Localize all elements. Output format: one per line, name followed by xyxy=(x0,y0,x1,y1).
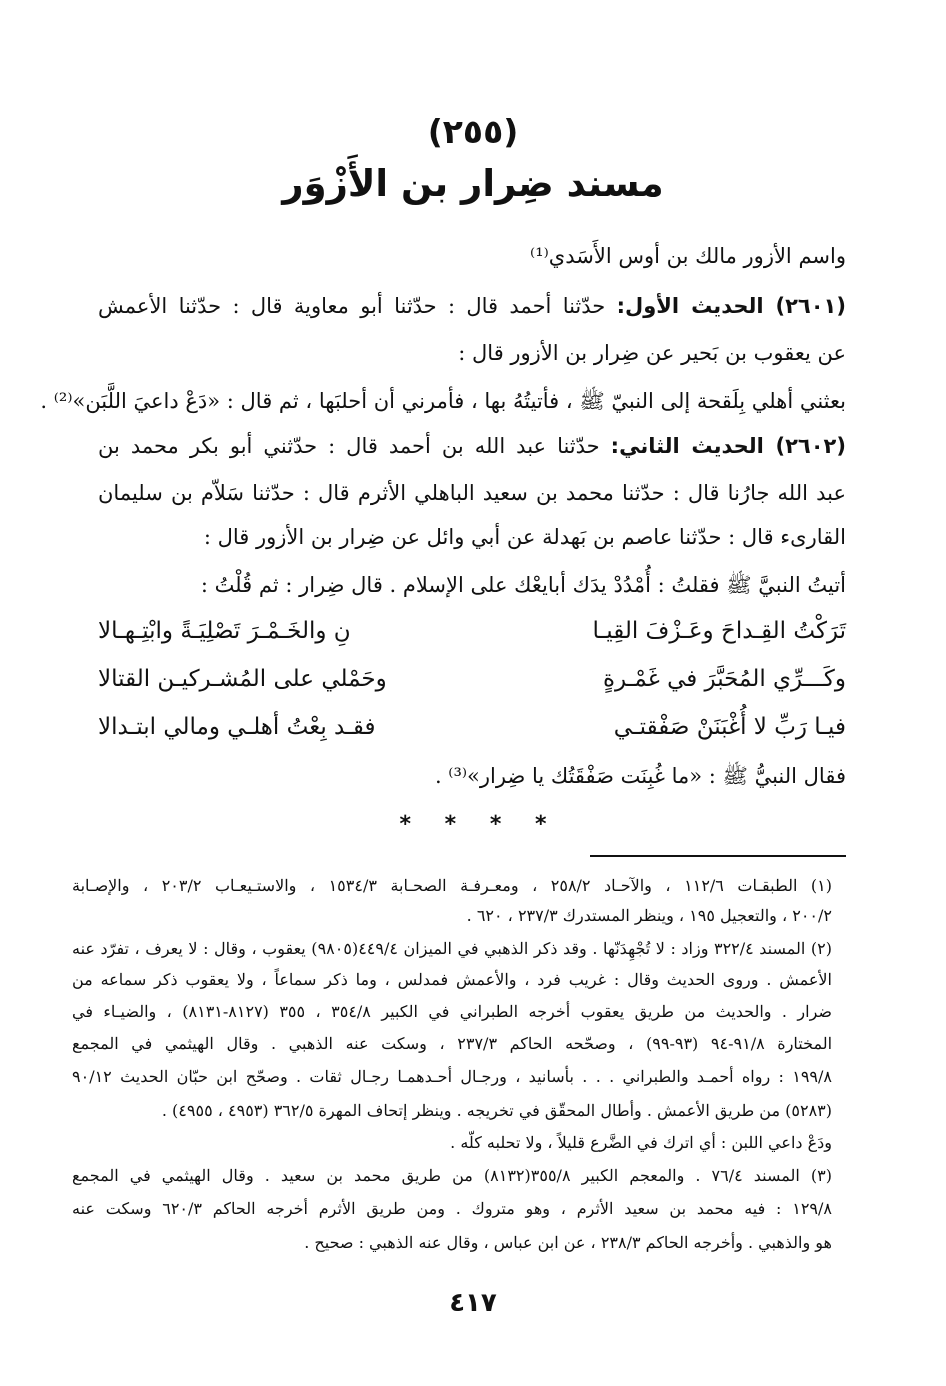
verse-2-second-half: وحَمْلي على المُشـركيـن القتالا xyxy=(98,666,387,692)
section-title: مسند ضِرار بن الأَزْوَر xyxy=(282,162,664,205)
hadith-2-line-4: أتيتُ النبيَّ ﷺ فقلتُ : أُمْدُدْ يدَك أبايعْك على الإسلام . قال ضِرار : ثم قُلْتُ : xyxy=(200,573,846,597)
footnote-3-line-3: هو والذهبي . وأخرجه الحاكم ٢٣٨/٣ ، عن ابن عباس ، وقال عنه الذهبي : صحيح . xyxy=(304,1233,832,1252)
hadith-1-label: (٢٦٠١) الحديث الأول: xyxy=(616,294,846,318)
hadith-2-line-5: فقال النبيُّ ﷺ : «ما غُبِنَت صَفْقَتُك يا ضِرار»⁽³⁾ . xyxy=(434,764,846,788)
verse-1-first-half: تَرَكْتُ القِـداحَ وعَـزْفَ القِيـا xyxy=(592,618,846,644)
footnote-2-line-1: (٢) المسند ٣٢٢/٤ وزاد : لا تُجْهِدَنّها . وقد ذكر الذهبي في الميزان ٤٤٩/٤(٩٨٠٥) يعقوب ، وقال : لا يعرف ، تفرّد عنه xyxy=(72,939,832,958)
footnote-2-line-2: الأعمش . وروى الحديث وقال : غريب فرد ، والأعمش فمدلس ، وما ذكر سماعاً ، ولا يعقوب ذكر سماعه من xyxy=(72,970,832,989)
intro-line: واسم الأزور مالك بن أوس الأَسَدي⁽¹⁾ xyxy=(530,244,846,268)
footnote-2-line-6: (٥٢٨٣) من طريق الأعمش . وأطال المحقّق في تخريجه . وينظر إتحاف المهرة ٣٦٢/٥ (٤٩٥٣ ، ٤٩٥٥) . xyxy=(161,1101,832,1120)
page-number: ٤١٧ xyxy=(449,1288,497,1318)
footnote-3-line-1: (٣) المسند ٧٦/٤ . والمعجم الكبير ٣٥٥/٨(٨١٣٢) من طريق محمد بن سعيد . وقال الهيثمي في المجمع xyxy=(72,1166,832,1185)
footnote-3-line-2: ١٢٩/٨ : فيه محمد بن سعيد الأثرم ، وهو متروك . ومن طريق الأثرم أخرجه الحاكم ٦٢٠/٣ وسكت عنه xyxy=(72,1199,832,1218)
footnote-2-line-4: المختارة ٩١/٨-٩٤ (٩٣-٩٩) ، وصحّحه الحاكم ٢٣٧/٣ ، وسكت عنه الذهبي . وقال الهيثمي في المجمع xyxy=(72,1034,833,1053)
verse-2-first-half: وكَـــرِّي المُحَبَّرَ في غَمْـرةٍ xyxy=(602,666,846,692)
hadith-2-line-1-text: حدّثنا عبد الله بن أحمد قال : حدّثني أبو بكر محمد بن xyxy=(98,434,611,458)
verse-1-second-half: نِ والخَـمْـرَ تَصْلِيَـةً وابْتِـهـالا xyxy=(98,618,351,644)
hadith-2-label: (٢٦٠٢) الحديث الثاني: xyxy=(610,434,846,458)
footnote-rule xyxy=(590,855,846,857)
footnote-1-line-1: (١) الطبقـات ١١٢/٦ ، والآحـاد ٢٥٨/٢ ، ومعـرفـة الصحـابة ١٥٣٤/٣ ، والاستـيعـاب ٢٠٣/٢ ، والإصـابة xyxy=(72,876,833,895)
hadith-1-line-2: عن يعقوب بن بَحير عن ضِرار بن الأزور قال : xyxy=(458,341,846,365)
footnote-1-line-2: ٢٠٠/٢ ، والتعجيل ١٩٥ ، وينظر المستدرك ٢٣٧/٣ ، ٦٢٠ . xyxy=(466,906,832,925)
hadith-2-line-3: القارىء قال : حدّثنا عاصم بن بَهدلة عن أبي وائل عن ضِرار بن الأزور قال : xyxy=(203,525,846,549)
verse-3-first-half: فيـا رَبِّ لا أُغْبَنَنْ صَفْقتـي xyxy=(613,714,846,740)
footnote-2-line-3: ضرار . والحديث من طريق يعقوب أخرجه الطبراني في الكبير ٣٥٤/٨ ، ٣٥٥ (٨١٢٧-٨١٣١) ، والضيـاء في xyxy=(72,1002,833,1021)
hadith-1-line-3: بعثني أهلي بِلَقحة إلى النبيّ ﷺ ، فأتيتُهُ بها ، فأمرني أن أحلبَها ، ثم قال : «دَعْ داعيَ اللَّبَن»⁽²⁾ . xyxy=(40,389,846,413)
hadith-1-line-1-text: حدّثنا أحمد قال : حدّثنا أبو معاوية قال : حدّثنا الأعمش xyxy=(98,294,617,318)
verse-3-second-half: فقـد بِعْتُ أهلـي ومالي ابتـدالا xyxy=(98,714,376,740)
section-number: (٢٥٥) xyxy=(427,112,519,151)
footnote-2-line-5: ١٩٩/٨ : رواه أحمـد والطبراني . . . بأسانيد ، ورجـال أحـدهمـا رجـال ثقات . وصحّح ابن حبّان الحديث ٩٠/١٢ xyxy=(72,1067,832,1086)
footnote-2-line-7: ودَعْ داعي اللبن : أي اترك في الضَّرع قليلاً ، ولا تحلبه كلّه . xyxy=(450,1133,832,1152)
hadith-2-line-2: عبد الله جارُنا قال : حدّثنا محمد بن سعيد الباهلي الأثرم قال : حدّثنا سَلاّم بن سليمان xyxy=(98,481,846,505)
section-separator: * * * * xyxy=(399,812,547,837)
hadith-2-line-1 xyxy=(98,434,846,458)
hadith-1-line-1 xyxy=(98,294,846,318)
